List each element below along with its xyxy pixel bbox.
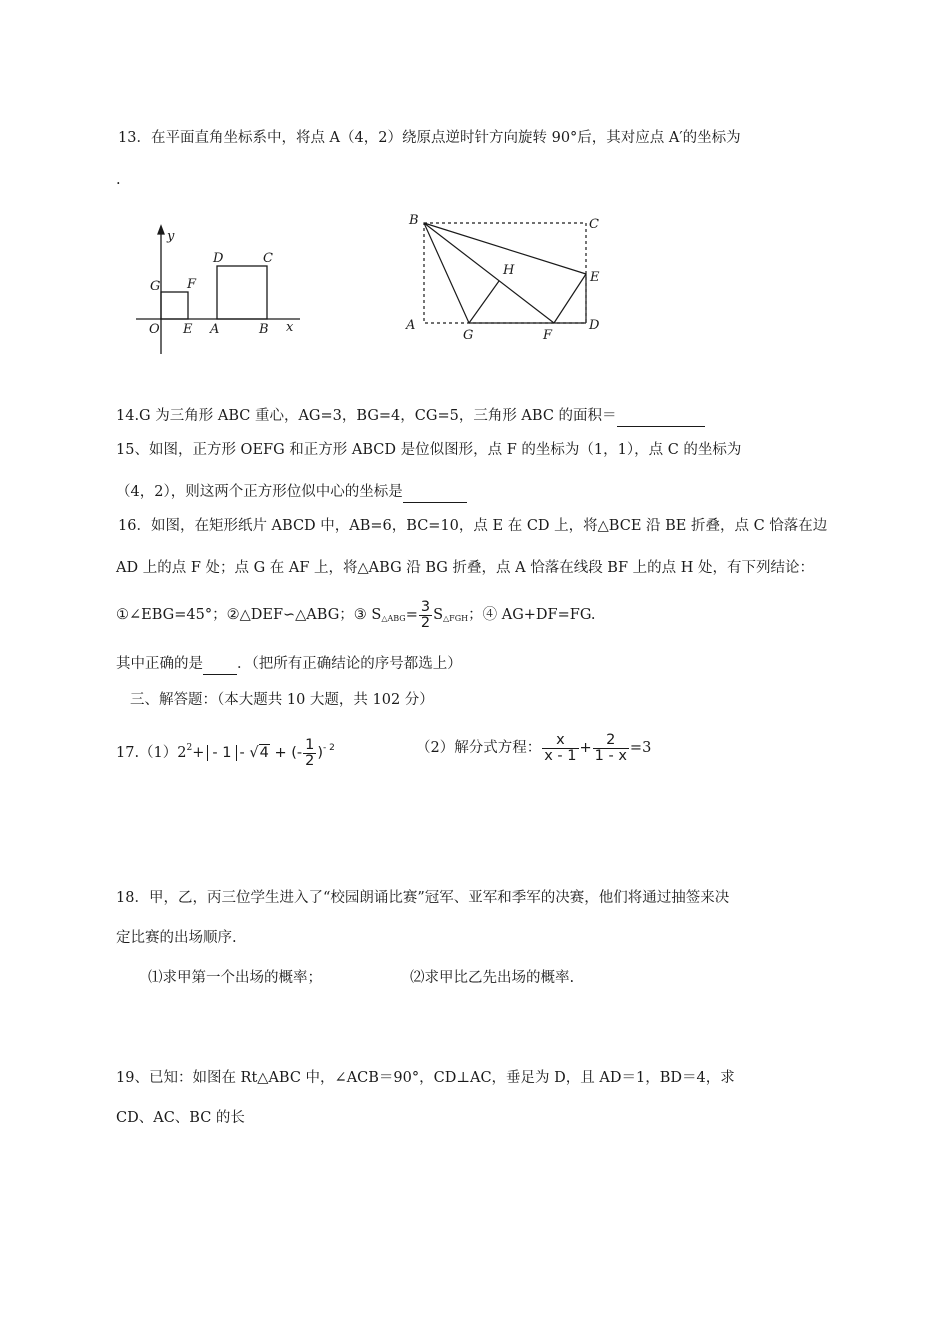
plus-paren: + (- bbox=[274, 745, 303, 761]
equals-three: =3 bbox=[629, 740, 652, 756]
label-C: C bbox=[263, 251, 273, 266]
denominator: 2 bbox=[305, 752, 315, 769]
conclusion-tail: ；④ AG+DF=FG. bbox=[468, 607, 596, 623]
label-O: O bbox=[149, 322, 160, 337]
label-x: x bbox=[286, 320, 294, 335]
fraction-x-over-x-minus-1 bbox=[542, 733, 578, 764]
q17-part1 bbox=[116, 728, 335, 772]
q15-statement: （4，2），则这两个正方形位似中心的坐标是 bbox=[116, 484, 403, 500]
q16-conclusions bbox=[116, 598, 596, 634]
conclusion-text: ①∠EBG=45°；②△DEF∽△ABG；③ S bbox=[116, 607, 382, 623]
numerator: 2 bbox=[593, 733, 629, 749]
coordinate-figure bbox=[128, 222, 308, 360]
denominator: x - 1 bbox=[544, 747, 577, 764]
subscript: △FGH bbox=[443, 614, 469, 623]
sqrt-argument: 4 bbox=[259, 745, 269, 761]
plus: + bbox=[579, 740, 592, 756]
q17-label: 17.（1） bbox=[116, 745, 178, 761]
base: 2 bbox=[177, 745, 187, 761]
q13-continuation: . bbox=[116, 172, 121, 188]
label-A: A bbox=[406, 318, 416, 333]
label-E: E bbox=[590, 270, 600, 285]
equals: = bbox=[405, 607, 418, 623]
label-B: B bbox=[409, 213, 419, 228]
minus: - bbox=[239, 745, 245, 761]
exponent: 2 bbox=[186, 743, 193, 753]
q13-text: 13．在平面直角坐标系中，将点 A（4，2）绕原点逆时针方向旋转 90°后，其对应点 A′的坐标为 bbox=[118, 130, 741, 146]
label-D: D bbox=[589, 318, 600, 333]
q19-line1: 19、已知：如图在 Rt△ABC 中，∠ACB＝90°，CD⊥AC，垂足为 D，且 AD＝1，BD＝4，求 bbox=[116, 1070, 735, 1086]
folding-figure bbox=[402, 208, 612, 346]
q18-sub2: ⑵求甲比乙先出场的概率. bbox=[410, 970, 575, 986]
square-abcd bbox=[217, 266, 267, 319]
denominator: 2 bbox=[420, 614, 431, 631]
q18-sub1: ⑴求甲第一个出场的概率； bbox=[148, 970, 322, 986]
sqrt-expression bbox=[249, 744, 269, 761]
sqrt-symbol: √ bbox=[249, 745, 259, 761]
label-E: E bbox=[183, 322, 193, 337]
close-paren: ) bbox=[317, 745, 323, 761]
fraction-half bbox=[303, 738, 316, 769]
subscript: △ABG bbox=[381, 614, 406, 623]
label-B: B bbox=[259, 322, 269, 337]
q16-line4 bbox=[116, 654, 462, 675]
label-A: A bbox=[210, 322, 220, 337]
q16-note: ．（把所有正确结论的序号都选上） bbox=[237, 656, 462, 672]
label-C: C bbox=[589, 217, 599, 232]
square-oefg bbox=[161, 292, 188, 319]
section-heading: 三、解答题：（本大题共 10 大题，共 102 分） bbox=[130, 692, 434, 708]
q14-text bbox=[116, 406, 705, 427]
abs-inner: - 1 bbox=[212, 745, 232, 761]
numerator: 1 bbox=[305, 736, 315, 753]
numerator: 3 bbox=[420, 598, 431, 615]
q19-line2: CD、AC、BC 的长 bbox=[116, 1110, 245, 1126]
label-F: F bbox=[187, 277, 197, 292]
exponent: - 2 bbox=[323, 743, 335, 753]
answer-blank bbox=[203, 654, 237, 675]
q18-line1: 18．甲，乙，丙三位学生进入了“校园朗诵比赛”冠军、亚军和季军的决赛，他们将通过抽签来决 bbox=[116, 890, 730, 906]
numerator: x bbox=[542, 733, 578, 749]
q18-line2: 定比赛的出场顺序. bbox=[116, 930, 237, 946]
answer-blank bbox=[403, 482, 467, 503]
q15-line2 bbox=[116, 482, 467, 503]
q17-part2 bbox=[416, 728, 651, 772]
q14-statement: 14.G 为三角形 ABC 重心，AG=3，BG=4，CG=5，三角形 ABC 的面积＝ bbox=[116, 408, 617, 424]
absolute-value bbox=[207, 745, 236, 761]
label-G: G bbox=[150, 279, 161, 294]
fraction-2-over-1-minus-x bbox=[593, 733, 629, 764]
q16-prompt: 其中正确的是 bbox=[116, 656, 203, 672]
label-H: H bbox=[503, 263, 515, 278]
label-G: G bbox=[463, 328, 474, 343]
q16-line1: 16．如图，在矩形纸片 ABCD 中，AB=6，BC=10，点 E 在 CD 上，将△BCE 沿 BE 折叠，点 C 恰落在边 bbox=[118, 518, 828, 534]
plus: + bbox=[192, 745, 205, 761]
q15-line1: 15、如图，正方形 OEFG 和正方形 ABCD 是位似图形，点 F 的坐标为（1，1），点 C 的坐标为 bbox=[116, 442, 742, 458]
y-axis-arrow bbox=[158, 226, 164, 234]
q16-line2: AD 上的点 F 处；点 G 在 AF 上，将△ABG 沿 BG 折叠，点 A 恰落在线段 BF 上的点 H 处，有下列结论： bbox=[116, 560, 814, 576]
denominator: 1 - x bbox=[594, 747, 627, 764]
fraction-three-halves bbox=[419, 600, 432, 631]
answer-blank bbox=[617, 406, 705, 427]
q17-part2-label: （2）解分式方程： bbox=[416, 740, 542, 756]
label-y: y bbox=[167, 229, 175, 244]
label-D: D bbox=[213, 251, 224, 266]
area-symbol: S bbox=[433, 607, 444, 623]
label-F: F bbox=[543, 328, 553, 343]
